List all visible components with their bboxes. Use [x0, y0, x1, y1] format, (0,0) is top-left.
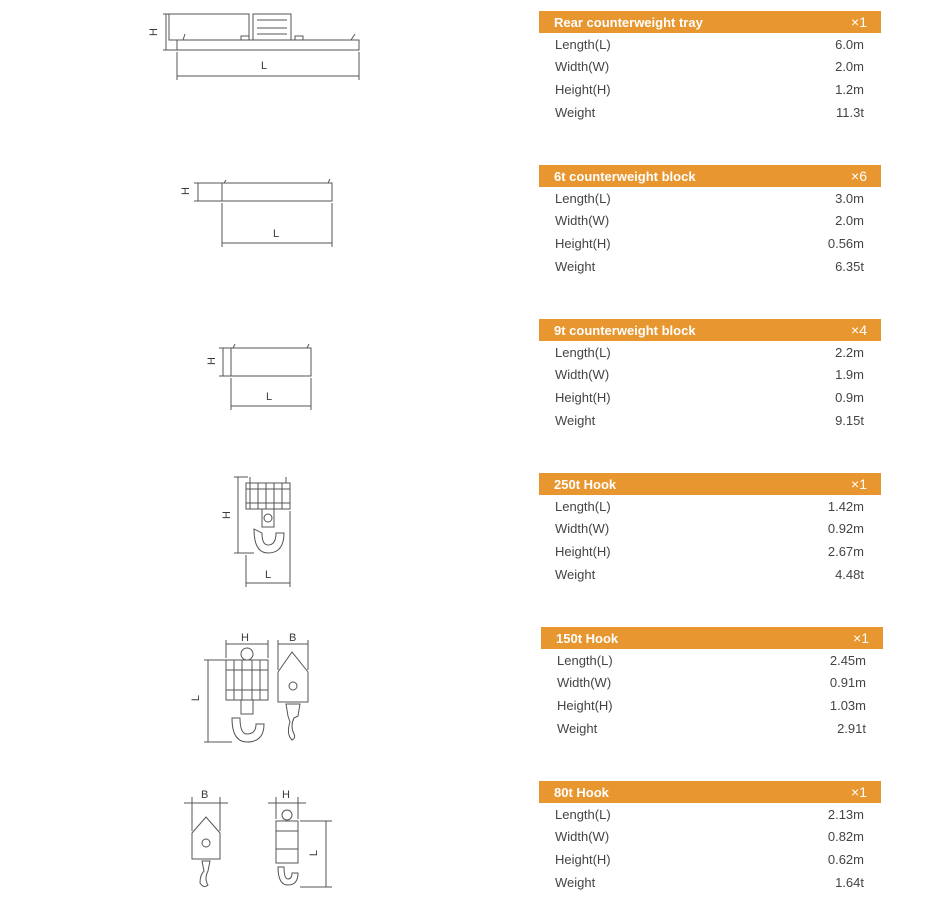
spec-row-height: Height(H) 0.62m [555, 851, 864, 867]
hook-80t-b-label: B [201, 789, 209, 801]
component-qty: ×1 [851, 784, 867, 800]
spec-row-length: Length(L) 2.2m [555, 344, 864, 360]
component-qty: ×6 [851, 168, 867, 184]
spec-row-weight: Weight 11.3t [555, 104, 864, 120]
spec-row-length: Length(L) 6.0m [555, 36, 864, 52]
block-9t-l-label: L [266, 391, 273, 403]
hook-250t-l-label: L [265, 569, 272, 581]
spec-250t-hook [539, 473, 881, 585]
component-qty: ×1 [853, 630, 869, 646]
spec-header [539, 165, 881, 187]
spec-row-height: Height(H) 2.67m [555, 543, 864, 559]
spec-150t-hook [541, 627, 883, 739]
spec-row-height: Height(H) 0.56m [555, 235, 864, 251]
hook-250t-drawing [220, 475, 305, 590]
component-name: Rear counterweight tray [554, 14, 703, 30]
hook-150t-drawing [190, 630, 325, 750]
spec-rear-counterweight-tray [539, 11, 881, 123]
hook-250t-h-label: H [220, 511, 233, 519]
rear-tray-h-label: H [147, 28, 160, 36]
hook-150t-l-label: L [190, 694, 203, 702]
hook-80t-drawing [170, 785, 340, 895]
spec-row-width: Width(W) 1.9m [555, 367, 864, 383]
spec-80t-hook [539, 781, 881, 893]
hook-80t-l-label: L [308, 849, 321, 857]
spec-row-width: Width(W) 0.91m [557, 675, 866, 691]
hook-150t-b-label: B [289, 632, 297, 644]
spec-row-height: Height(H) 1.03m [557, 697, 866, 713]
spec-row-length: Length(L) 3.0m [555, 190, 864, 206]
component-name: 6t counterweight block [554, 168, 696, 184]
spec-row-weight: Weight 2.91t [557, 720, 866, 736]
block-6t-l-label: L [273, 228, 280, 240]
spec-row-length: Length(L) 1.42m [555, 498, 864, 514]
spec-row-length: Length(L) 2.13m [555, 806, 864, 822]
block-6t-drawing [180, 175, 340, 250]
spec-row-weight: Weight 1.64t [555, 874, 864, 890]
spec-row-height: Height(H) 0.9m [555, 389, 864, 405]
component-qty: ×4 [851, 322, 867, 338]
spec-row-weight: Weight 4.48t [555, 566, 864, 582]
spec-row-width: Width(W) 0.82m [555, 829, 864, 845]
spec-header [539, 781, 881, 803]
rear-tray-l-label: L [261, 60, 268, 72]
component-name: 250t Hook [554, 476, 617, 492]
spec-row-length: Length(L) 2.45m [557, 652, 866, 668]
hook-150t-h-label: H [241, 632, 249, 644]
spec-row-width: Width(W) 0.92m [555, 521, 864, 537]
rear-tray-drawing [145, 8, 375, 88]
block-9t-drawing [205, 340, 320, 415]
block-6t-h-label: H [179, 187, 192, 195]
component-name: 9t counterweight block [554, 322, 696, 338]
spec-row-weight: Weight 6.35t [555, 258, 864, 274]
block-9t-h-label: H [205, 357, 218, 365]
spec-row-height: Height(H) 1.2m [555, 81, 864, 97]
component-qty: ×1 [851, 14, 867, 30]
spec-9t-counterweight-block [539, 319, 881, 431]
hook-80t-h-label: H [282, 789, 290, 801]
spec-row-width: Width(W) 2.0m [555, 59, 864, 75]
spec-row-weight: Weight 9.15t [555, 412, 864, 428]
component-qty: ×1 [851, 476, 867, 492]
spec-6t-counterweight-block [539, 165, 881, 277]
spec-header [541, 627, 883, 649]
spec-row-width: Width(W) 2.0m [555, 213, 864, 229]
spec-header [539, 11, 881, 33]
component-name: 150t Hook [556, 630, 619, 646]
spec-header [539, 473, 881, 495]
spec-header [539, 319, 881, 341]
component-name: 80t Hook [554, 784, 609, 800]
